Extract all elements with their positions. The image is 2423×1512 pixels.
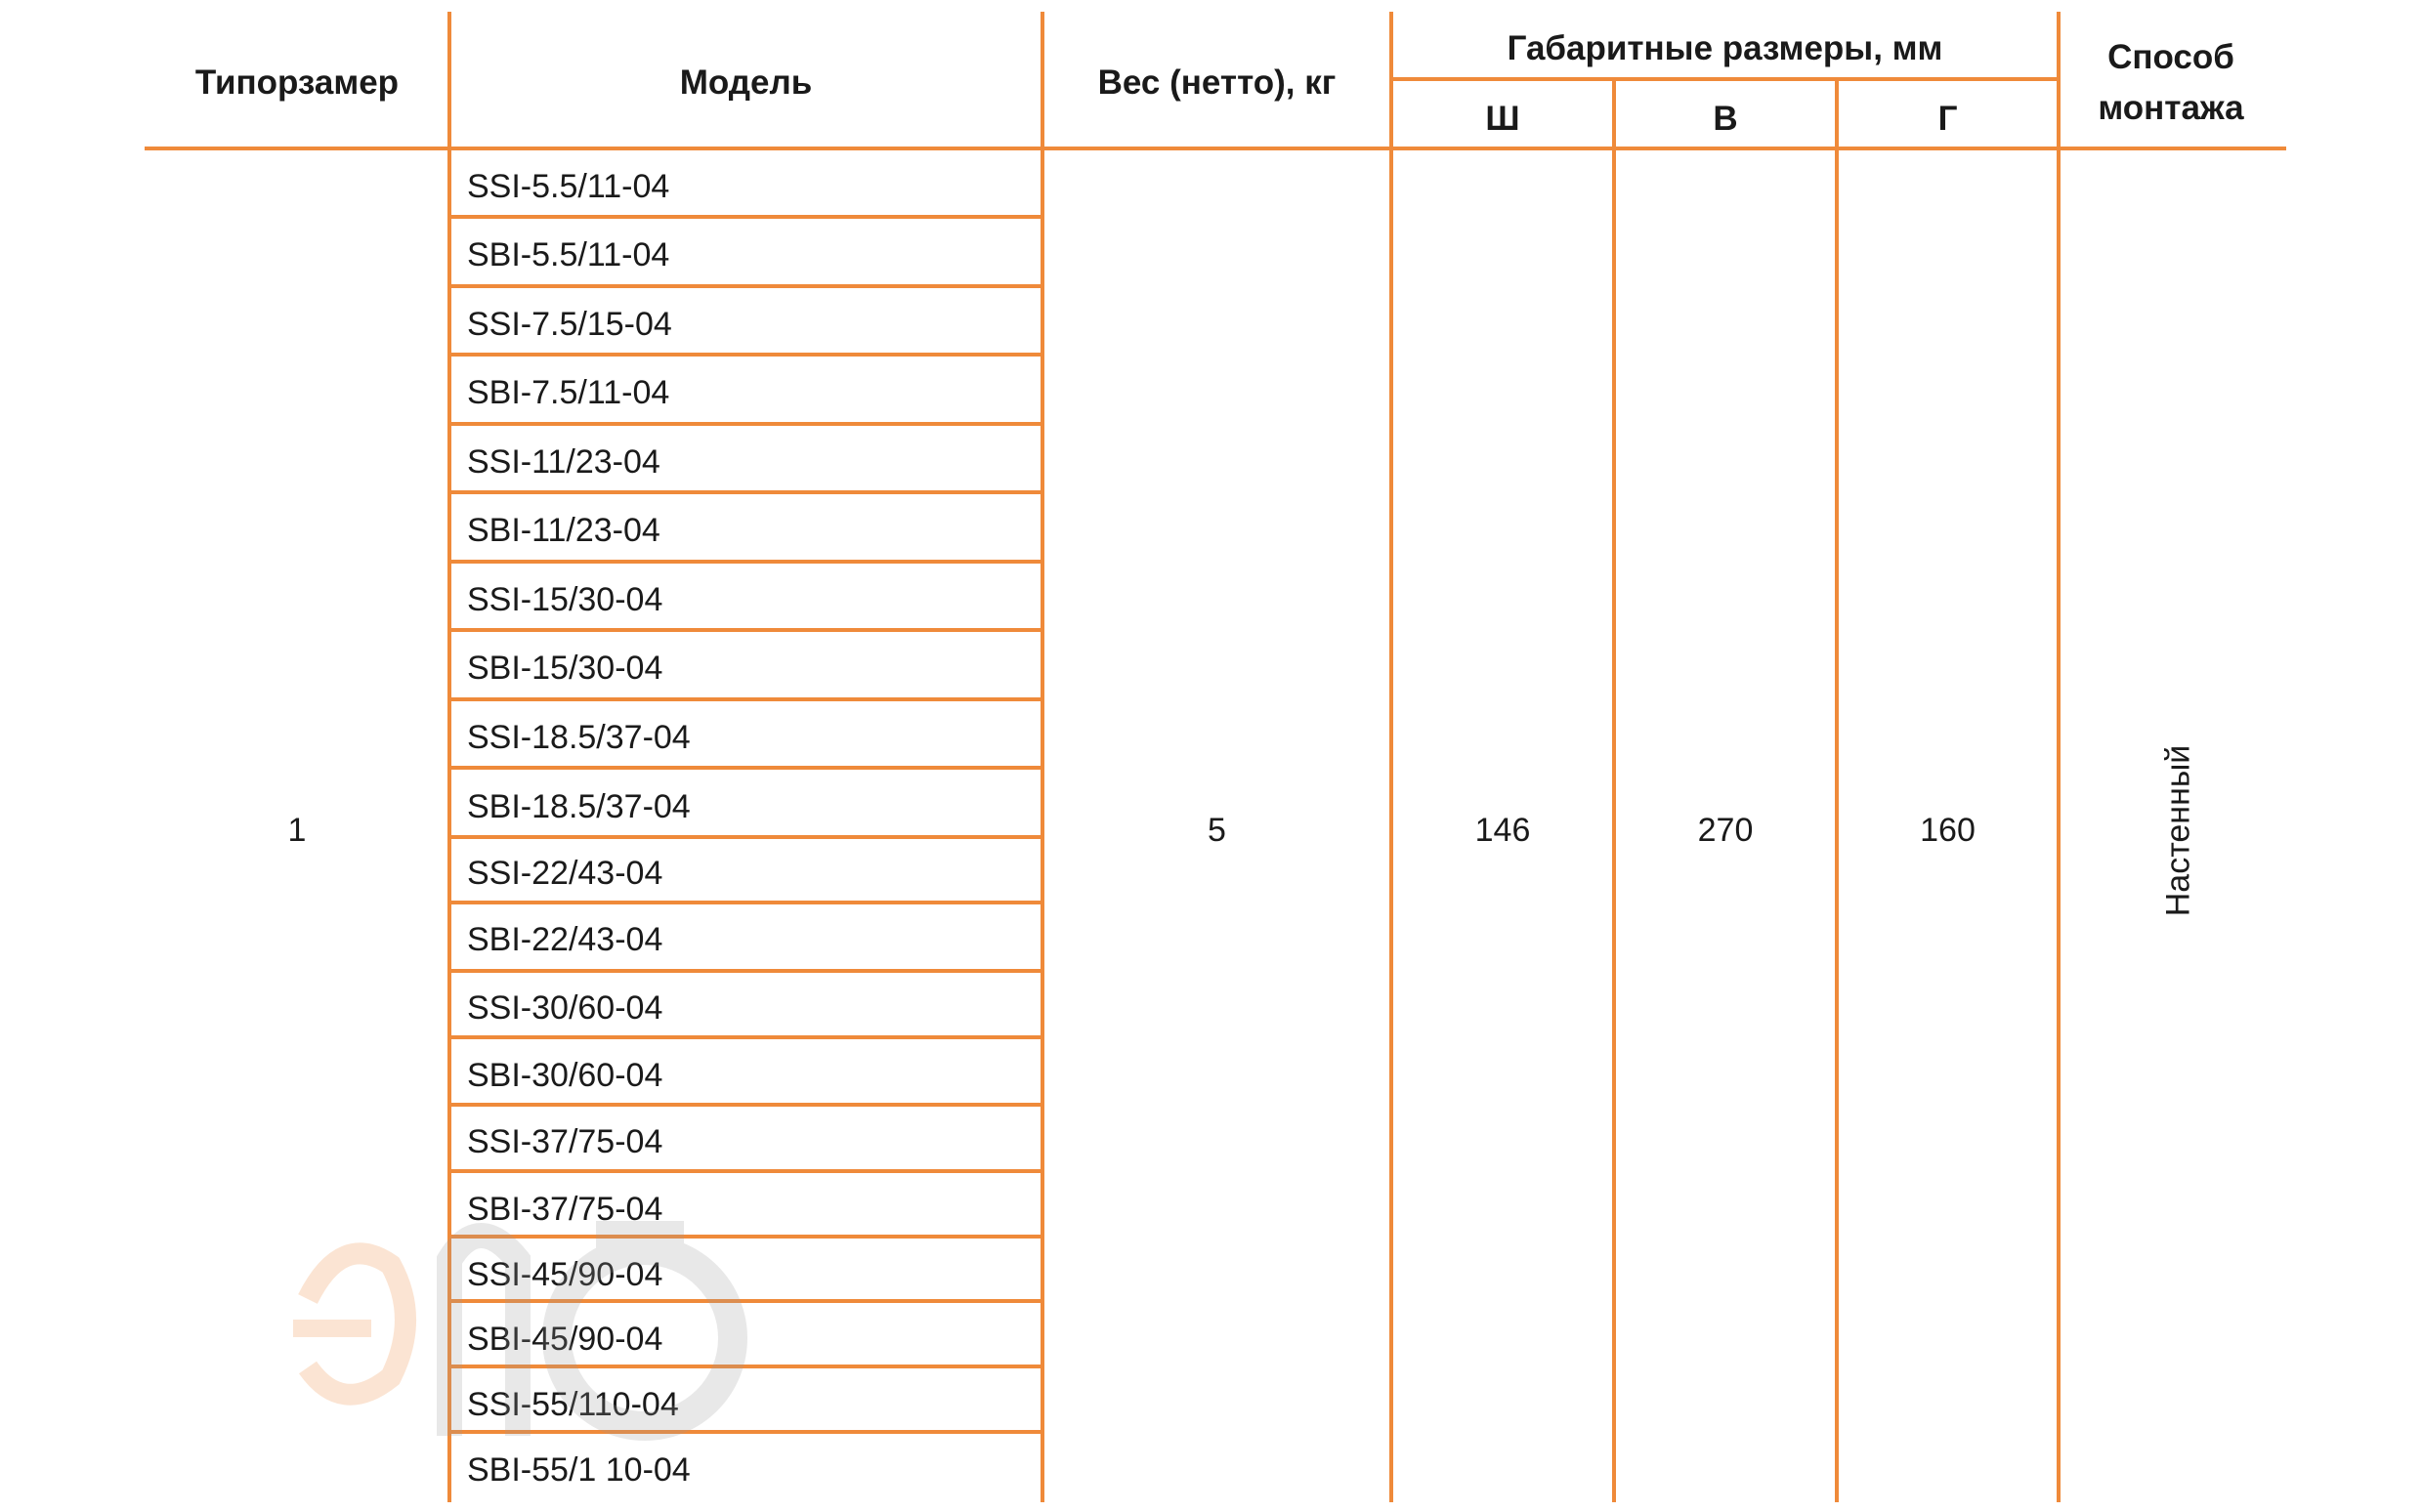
dimensions-divider-line (1391, 77, 2059, 81)
model-row-divider (449, 560, 1042, 564)
model-row-divider (449, 284, 1042, 288)
header-dimensions: Габаритные размеры, мм (1507, 29, 1943, 67)
model-cell: SBI-45/90-04 (467, 1321, 663, 1358)
model-cell: SSI-45/90-04 (467, 1256, 663, 1293)
model-cell: SBI-37/75-04 (467, 1191, 663, 1228)
column-divider (2057, 12, 2061, 1502)
header-height: В (1713, 100, 1738, 138)
model-row-divider (449, 422, 1042, 426)
model-cell: SSI-22/43-04 (467, 855, 663, 892)
weight-value: 5 (1208, 811, 1226, 849)
model-cell: SSI-5.5/11-04 (467, 168, 670, 205)
model-cell: SBI-30/60-04 (467, 1057, 663, 1094)
watermark-logo (283, 1172, 772, 1465)
mounting-value-cell (2130, 684, 2228, 977)
mounting-value: Настенный (2159, 744, 2197, 916)
column-divider (1389, 12, 1393, 1502)
model-cell: SBI-22/43-04 (467, 921, 663, 958)
model-cell: SSI-37/75-04 (467, 1123, 663, 1160)
model-cell: SSI-11/23-04 (467, 443, 660, 481)
size-value: 1 (287, 811, 307, 849)
header-size: Типорзамер (194, 63, 400, 102)
column-divider (1612, 77, 1616, 1502)
width-value: 146 (1474, 811, 1531, 849)
header-mounting (2059, 29, 2283, 137)
model-cell: SBI-55/1 10-04 (467, 1451, 691, 1489)
header-depth: Г (1937, 100, 1958, 138)
model-row-divider (449, 697, 1042, 701)
model-cell: SSI-30/60-04 (467, 989, 663, 1027)
model-cell: SSI-15/30-04 (467, 581, 663, 618)
depth-value: 160 (1920, 811, 1976, 849)
column-divider (1835, 77, 1839, 1502)
model-cell: SBI-18.5/37-04 (467, 788, 691, 825)
column-divider (1041, 12, 1044, 1502)
header-width: Ш (1485, 100, 1520, 138)
header-weight: Вес (нетто), кг (1097, 63, 1337, 102)
model-cell: SSI-55/110-04 (467, 1386, 679, 1423)
model-cell: SBI-11/23-04 (467, 512, 660, 549)
header-mounting-line1: Способ (2107, 38, 2234, 76)
header-mounting-line2: монтажа (2098, 89, 2244, 127)
height-value: 270 (1697, 811, 1754, 849)
model-cell: SBI-5.5/11-04 (467, 236, 670, 273)
model-cell: SBI-7.5/11-04 (467, 374, 670, 411)
header-bottom-line (145, 147, 2286, 150)
model-cell: SBI-15/30-04 (467, 650, 663, 687)
header-model: Модель (679, 63, 813, 102)
model-cell: SSI-18.5/37-04 (467, 719, 691, 756)
model-row-divider (449, 969, 1042, 973)
model-cell: SSI-7.5/15-04 (467, 306, 672, 343)
